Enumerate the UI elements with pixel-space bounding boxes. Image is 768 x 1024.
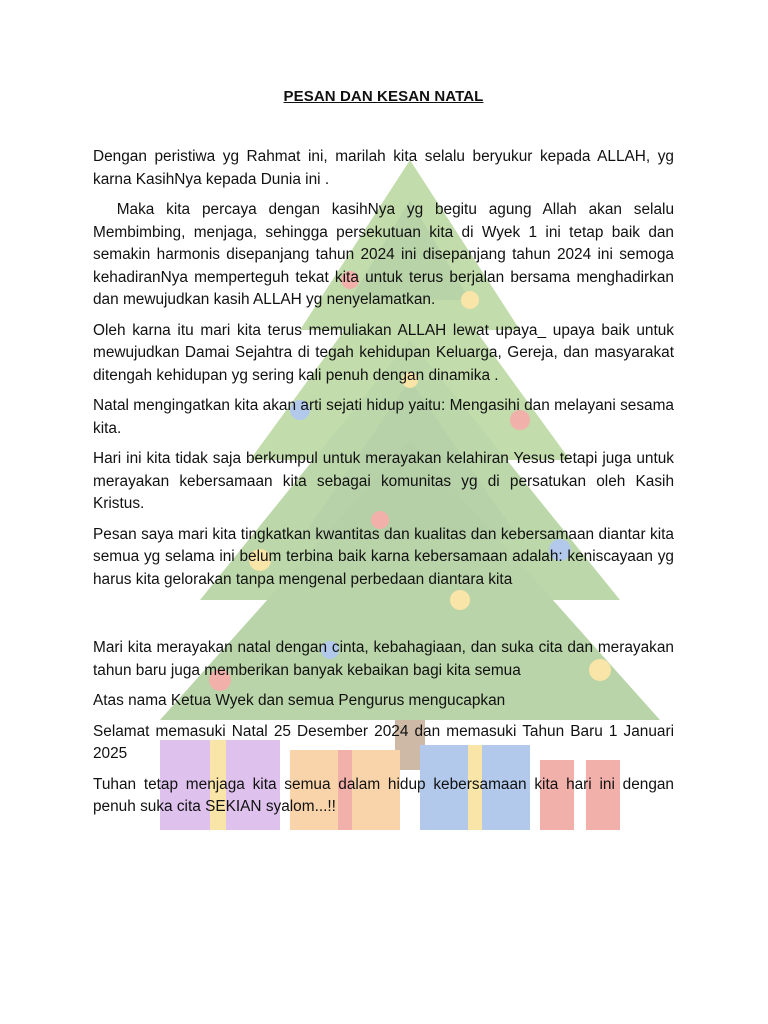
paragraph-1: Dengan peristiwa yg Rahmat ini, marilah kita selalu beryukur kepada ALLAH, yg karna KasihNya kepada Dunia ini . — [93, 148, 674, 188]
paragraph-7: Mari kita merayakan natal dengan cinta, kebahagiaan, dan suka cita dan merayakan tahun baru juga memberikan banyak kebaikan bagi kita semua — [93, 639, 674, 679]
paragraph-2: Maka kita percaya dengan kasihNya yg begitu agung Allah akan selalu Membimbing, menjaga, sehingga persekutuan kita di Wyek 1 ini tetap baik dan semakin harmonis disepanjang tahun 2024 ini disepanjang tahun 2024 ini semoga kehadiranNya memperteguh tekat kita untuk terus berjalan bersama menghadirkan dan mewujudkan kasih ALLAH yg nenyelamatkan. — [93, 201, 679, 308]
document-title: PESAN DAN KESAN NATAL — [283, 88, 484, 105]
paragraph-4: Natal mengingatkan kita akan arti sejati hidup yaitu: Mengasihi dan melayani sesama kita. — [93, 397, 674, 437]
paragraph-8: Atas nama Ketua Wyek dan semua Pengurus mengucapkan — [93, 692, 506, 709]
blank-line — [93, 599, 674, 637]
paragraph-9: Selamat memasuki Natal 25 Desember 2024 dan memasuki Tahun Baru 1 Januari 2025 — [93, 722, 674, 762]
document-page — [93, 88, 679, 827]
paragraph-10: Tuhan tetap menjaga kita semua dalam hidup kebersamaan kita hari ini dengan penuh suka cita SEKIAN syalom...!! — [93, 775, 674, 815]
paragraph-3: Oleh karna itu mari kita terus memuliakan ALLAH lewat upaya_ upaya baik untuk mewujudkan Damai Sejahtra di tegah kehidupan Keluarga, Gereja, dan masyarakat ditengah kehidupan yg sering kali penuh dengan dinamika . — [93, 321, 674, 384]
paragraph-6: Pesan saya mari kita tingkatkan kwantitas dan kualitas dan kebersamaan diantar kita semua yg selama ini belum terbina baik karna kebersamaan adalah: keniscayaan yg harus kita gelorakan tanpa mengenal perbedaan diantara kita — [93, 525, 674, 588]
paragraph-5: Hari ini kita tidak saja berkumpul untuk merayakan kelahiran Yesus tetapi juga untuk merayakan kebersamaan kita sebagai komunitas yg di persatukan oleh Kasih Kristus. — [93, 450, 674, 512]
